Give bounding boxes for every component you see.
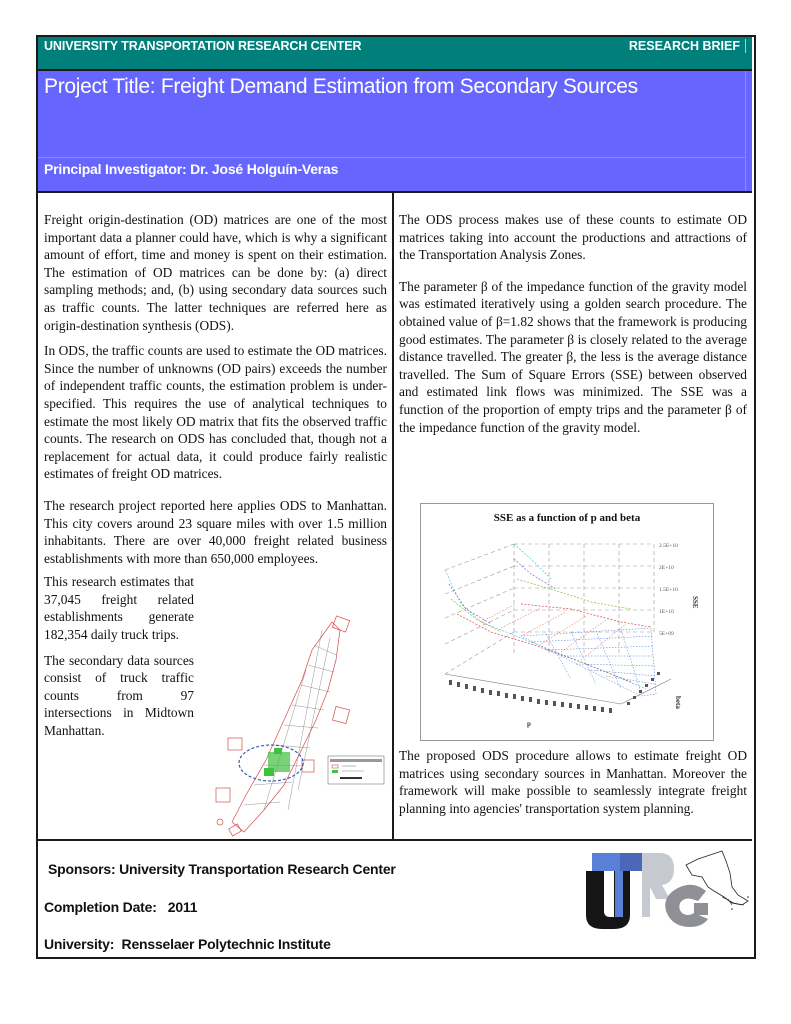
paragraph-intro: Freight origin-destination (OD) matrices are one of the most important data a planner could have, which is why a significant amount of effort, time and money is spent on their estimation. The estimation of OD matrices can be done by: (a) direct sampling methods; and, (b) using secondary data sources such as traffic counts. The latter techniques are referred here as origin-destination synthesis (ODS). [44, 212, 387, 333]
sse-surface-plot [421, 504, 713, 740]
paragraph-beta: The parameter β of the impedance function of the gravity model was estimated iteratively using a golden search procedure. The obtained value of β=1.82 shows that the framework is producing good estimates. The parameter β is closely related to the average distance travelled. The greater β, the less is the average distance travelled. The Sum of Square Errors (SSE) between observed and estimated link flows was minimized. The SSE was a function of the proportion of empty trips and the parameter β of the impedance function of the gravity model. [399, 278, 747, 435]
paragraph-estimates: This research estimates that 37,045 freight related establishments generate 182,354 daily truck trips. [44, 574, 194, 643]
organization-name: UNIVERSITY TRANSPORTATION RESEARCH CENTER [44, 39, 362, 53]
paragraph-manhattan-text: The research project reported here applies ODS to Manhattan. This city covers around 23 square miles with over 1.5 million inhabitants. There are over 40,000 freight related business establishments with more than 650,000 employees. [44, 497, 387, 566]
footer-divider [38, 839, 752, 841]
paragraph-ods-process: The ODS process makes use of these counts to estimate OD matrices taking into account the productions and attractions of the Transportation Analysis Zones. [399, 212, 747, 263]
map-legend [328, 756, 384, 784]
y-axis-label: beta [674, 696, 682, 709]
sponsors-line: Sponsors: University Transportation Research Center [48, 861, 396, 877]
paragraph-data-sources: The secondary data sources consist of truck traffic counts from 97 intersections in Midtown Manhattan. [44, 652, 194, 739]
x-axis-label: p [527, 720, 531, 728]
project-title: Project Title: Freight Demand Estimation from Secondary Sources [44, 75, 638, 98]
z-tick: 5E+09 [659, 631, 674, 637]
z-tick: 1E+10 [659, 609, 674, 615]
z-tick: 2E+10 [659, 565, 674, 571]
title-divider [38, 157, 746, 158]
paragraph-conclusion: The proposed ODS procedure allows to estimate freight OD matrices using secondary sources in Manhattan. Moreover the framework will make possible to seamlessly integrate freight planning into agencies' transportation system planning. [399, 748, 747, 816]
principal-investigator: Principal Investigator: Dr. José Holguín-Veras [44, 161, 339, 177]
header-divider [745, 39, 746, 53]
utrc-logo [582, 847, 752, 929]
sse-chart-figure [420, 503, 714, 741]
header-bar [38, 37, 752, 71]
right-column [399, 211, 747, 444]
z-tick: 1.5E+10 [659, 587, 678, 593]
completion-date-line: Completion Date: 2011 [44, 899, 198, 915]
chart-title: SSE as a function of p and beta [493, 512, 641, 524]
title-box [38, 71, 752, 193]
z-tick: 2.5E+10 [659, 543, 678, 549]
paragraph-manhattan [44, 497, 387, 567]
document-type: RESEARCH BRIEF [628, 39, 740, 53]
title-right-rule [745, 71, 746, 191]
column-divider [392, 193, 394, 841]
right-column-conclusion [399, 747, 747, 825]
research-brief-page [36, 35, 754, 957]
university-line: University: Rensselaer Polytechnic Institute [44, 936, 331, 952]
paragraph-ods: In ODS, the traffic counts are used to estimate the OD matrices. Since the number of unknowns (OD pairs) exceeds the number of independent traffic counts, the estimation problem is under-specified. This requires the use of analytical techniques to estimate the most likely OD matrix that fits the observed traffic counts. The research on ODS has concluded that, though not a replacement for actual data, it could produce fairly realistic estimates of freight OD matrices. [44, 343, 387, 482]
manhattan-map-figure [204, 610, 389, 838]
z-axis-label: SSE [691, 596, 699, 609]
